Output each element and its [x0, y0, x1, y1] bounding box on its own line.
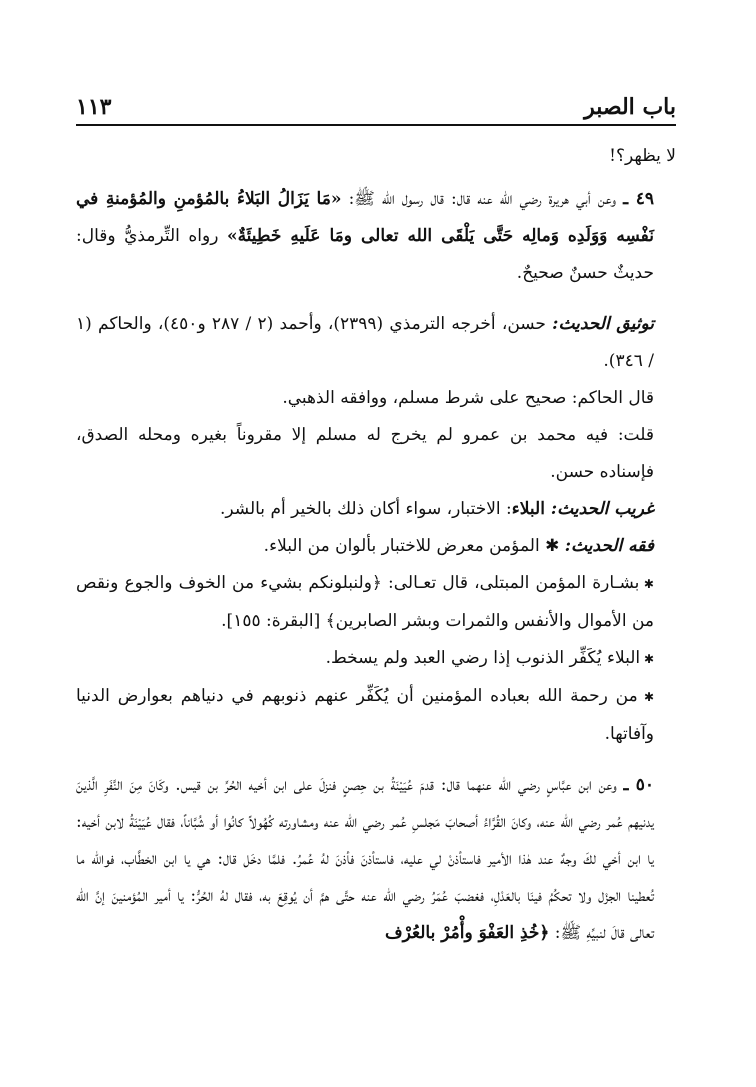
hadith-number: ٥٠ ـ [623, 775, 654, 795]
page-number: ١١٣ [76, 94, 112, 120]
paragraph-continuation: لا يظهر؟! [609, 146, 676, 166]
hadith-text: وعن ابن عبَّاسٍ رضي الله عنهما قال: قدمَ عُيَيْنَةُ بن حِصنٍ فنزلَ على ابن أخيه الحُرِّ بن قيس. وكَانَ مِنَ النَّفَرِ الَّذينَ يدنيهم عُمر رضي الله عنه، وكانَ القُرَّاءُ أصحابَ مَجلسِ عُمر رضي الله عنه ومشاورته كُهُولاً كانُوا أو شُبَّاناً، فقال عُيَيْنَةُ لابن أخيه: يا ابن أخي لكَ وجهٌ عند هٰذا الأمير فاستأذنْ لي عليه، فاستأذنَ فأذنَ لهُ عُمرُ. فلمَّا دخَل قال: هي يا ابن الخطَّاب، فوالله ما تُعطينا الجزْل ولا تحكُمُ فينَا بالعَدْلِ، فغضبَ عُمَرُ رضي الله عنه حتَّى همَّ أن يُوقِعَ به، فقال لهُ الحُرُّ: يا أمير المُؤمنينَ إنَّ الله تعالى قالَ لنبيِّهِ ﷺ: [76, 775, 654, 943]
gharib-label: غريب الحديث: [550, 499, 654, 519]
gharib-paragraph [76, 491, 676, 528]
hadith-49 [76, 181, 676, 292]
page-body [76, 138, 676, 952]
fiqh-label: فقه الحديث: [564, 536, 654, 556]
gharib-text: : الاختبار، سواء أكان ذلك بالخير أم بالشر. [220, 499, 512, 519]
takhrij-text: حسن، أخرجه الترمذي (٢٣٩٩)، وأحمد (٢ / ٢٨٧ و٤٥٠)، والحاكم (١ / ٣٤٦). [76, 314, 654, 371]
fiqh-point: ✱ من رحمة الله بعباده المؤمنين أن يُكَفِّر عنهم ذنوبهم في دنياهم بعوارض الدنيا وآفاتها. [76, 678, 676, 753]
chapter-title: باب الصبر [584, 94, 676, 120]
fiqh-point: ✱ البلاء يُكَفِّر الذنوب إذا رضي العبد ولم يسخط. [76, 640, 676, 678]
gharib-term: البلاء [511, 499, 551, 519]
hadith-source: رواه التِّرمذيُّ وقال: حديثٌ حسنٌ صحيحٌ. [76, 226, 654, 283]
qultu-paragraph: قلت: فيه محمد بن عمرو لم يخرج له مسلم إلا مقروناً بغيره ومحله الصدق، فإسناده حسن. [76, 425, 654, 482]
fiqh-paragraph [76, 528, 676, 565]
hadith-number: ٤٩ ـ [623, 189, 655, 209]
hakim-paragraph: قال الحاكم: صحيح على شرط مسلم، ووافقه الذهبي. [282, 388, 654, 408]
takhrij-paragraph [76, 306, 676, 380]
takhrij-label: توثيق الحديث: [552, 314, 654, 334]
hadith-intro: وعن أبي هريرة رضي الله عنه قال: قال رسول الله ﷺ: [341, 189, 617, 209]
quran-quote: ﴿خُذِ العَفْوَ وأْمُرْ بالعُرْف [385, 923, 550, 943]
hadith-text: «مَا يَزَالُ البَلاءُ بالمُؤمنِ والمُؤمنةِ في نَفْسِه وَوَلَدِه وَمالِه حَتَّى يَلْقَى الله تعالى ومَا عَلَيهِ خَطِيئَةٌ» [76, 189, 654, 246]
page-header [76, 88, 676, 126]
hadith-50 [76, 767, 676, 952]
fiqh-point: ✱ بشـارة المؤمن المبتلى، قال تعـالى: ﴿ولنبلونكم بشيء من الخوف والجوع ونقص من الأموال والأنفس والثمرات وبشر الصابرين﴾ [البقرة: ١٥٥]. [76, 565, 676, 640]
fiqh-text: ✱ المؤمن معرض للاختبار بألوان من البلاء. [263, 536, 565, 556]
